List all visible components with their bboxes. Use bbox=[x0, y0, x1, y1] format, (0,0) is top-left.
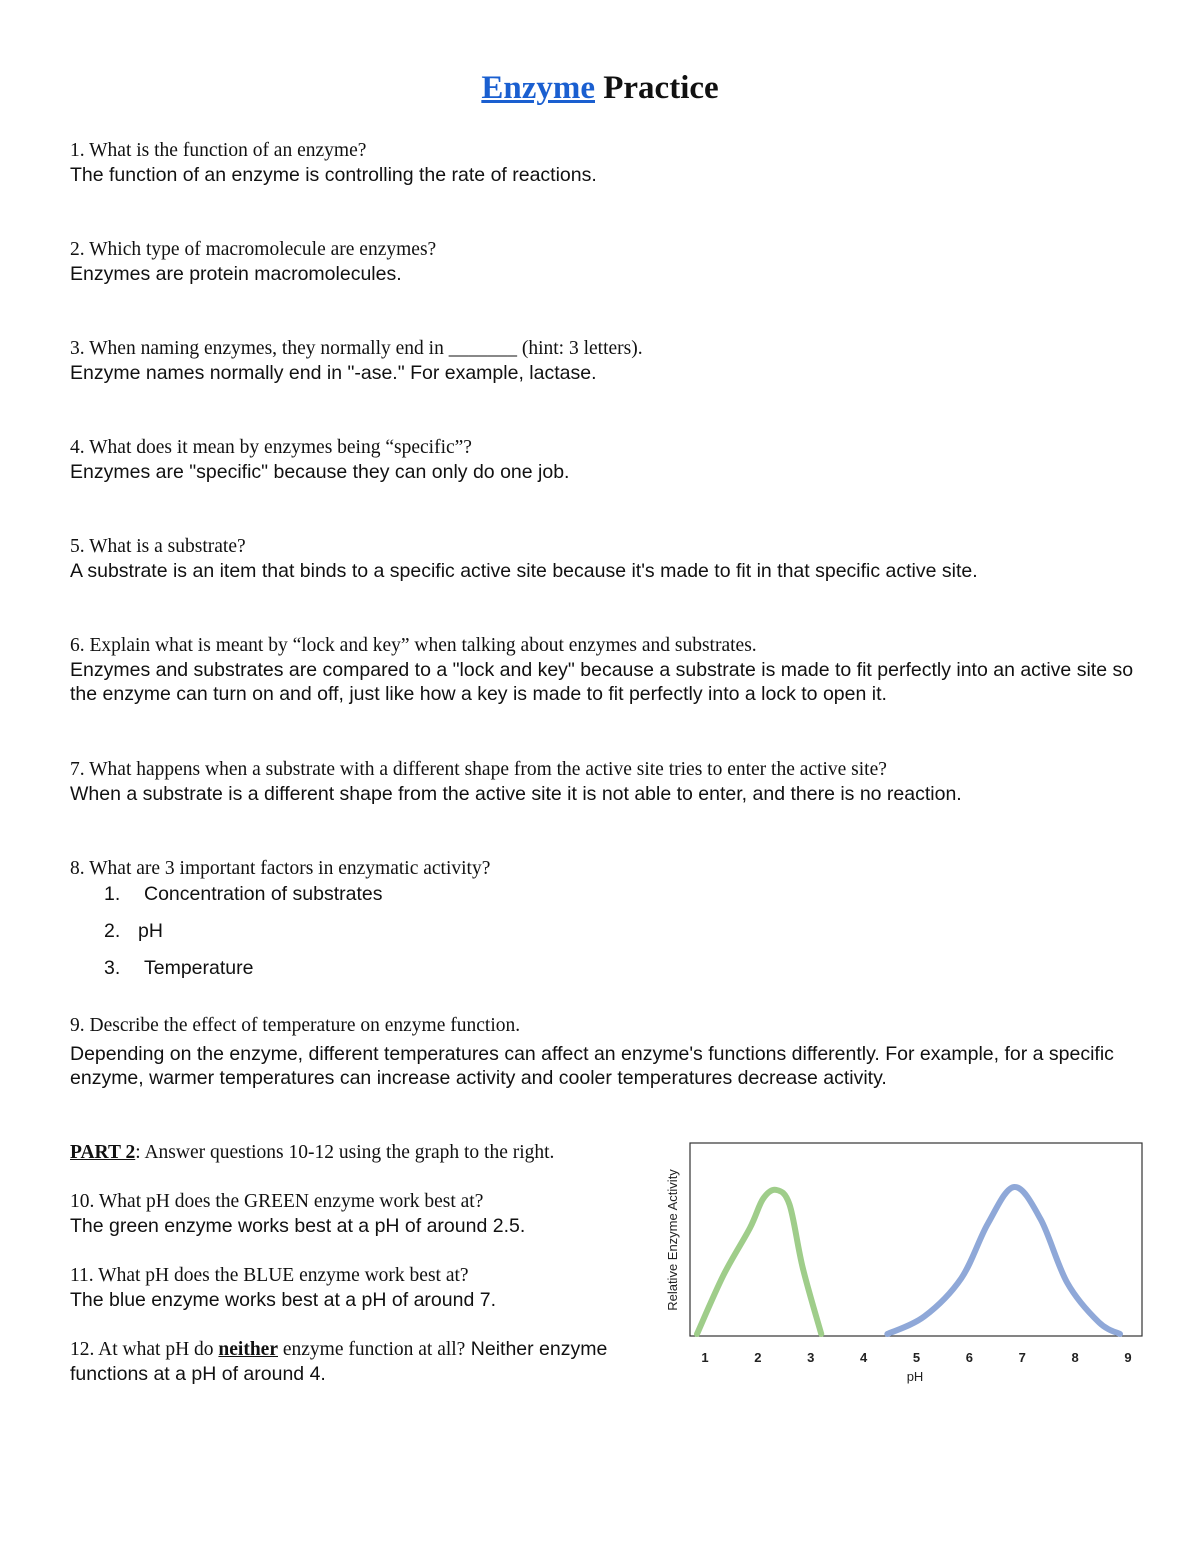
blue-enzyme-line bbox=[887, 1187, 1120, 1334]
answer-10-text: The green enzyme works best at a pH of around 2.5. bbox=[70, 1215, 526, 1237]
answer-text: Enzymes are "specific" because they can only do one job. bbox=[70, 461, 570, 483]
question-6 bbox=[70, 634, 1150, 706]
question-text: 2. Which type of macromolecule are enzymes? bbox=[70, 239, 437, 260]
question-text: 7. What happens when a substrate with a different shape from the active site tries to enter the active site? bbox=[70, 759, 887, 780]
question-12-pre: 12. At what pH do bbox=[70, 1339, 219, 1360]
x-tick-label: 5 bbox=[912, 1350, 921, 1365]
x-tick-label: 1 bbox=[701, 1350, 709, 1365]
part2-heading bbox=[70, 1141, 630, 1165]
x-tick-label: 4 bbox=[860, 1350, 868, 1365]
question-2 bbox=[70, 238, 1150, 286]
question-7 bbox=[70, 758, 1150, 806]
factors-list bbox=[104, 882, 382, 993]
page-title bbox=[0, 70, 1200, 107]
green-enzyme-line bbox=[697, 1190, 821, 1334]
series-lines bbox=[697, 1187, 1120, 1334]
x-axis-label: pH bbox=[906, 1369, 924, 1384]
title-rest: Practice bbox=[603, 70, 719, 106]
question-4 bbox=[70, 436, 1150, 484]
question-10-text: 10. What pH does the GREEN enzyme work best at? bbox=[70, 1191, 484, 1212]
plot-frame bbox=[690, 1143, 1142, 1336]
question-3 bbox=[70, 337, 1150, 385]
y-axis-label: Relative Enzyme Activity bbox=[665, 1169, 680, 1311]
question-12-post: enzyme function at all? bbox=[278, 1339, 466, 1360]
question-text: 9. Describe the effect of temperature on enzyme function. bbox=[70, 1015, 521, 1036]
list-item bbox=[104, 919, 382, 956]
x-tick-label: 3 bbox=[807, 1350, 815, 1365]
part2-instruction: : Answer questions 10-12 using the graph to the right. bbox=[135, 1142, 555, 1163]
question-8 bbox=[70, 857, 1150, 881]
answer-text: Enzyme names normally end in "-ase." For example, lactase. bbox=[70, 362, 597, 384]
x-tick-labels bbox=[701, 1350, 1131, 1365]
list-text: pH bbox=[138, 920, 163, 942]
x-tick-label: 8 bbox=[1071, 1350, 1079, 1365]
list-number: 1. bbox=[104, 883, 121, 905]
list-text: Concentration of substrates bbox=[144, 883, 383, 905]
list-item bbox=[104, 956, 382, 993]
title-link[interactable]: Enzyme bbox=[481, 70, 595, 106]
answer-text: The function of an enzyme is controlling the rate of reactions. bbox=[70, 164, 597, 186]
question-text: 4. What does it mean by enzymes being “specific”? bbox=[70, 437, 472, 458]
list-item bbox=[104, 882, 382, 919]
part2-label: PART 2 bbox=[70, 1142, 136, 1163]
answer-text: When a substrate is a different shape from the active site it is not able to enter, and there is no reaction. bbox=[70, 783, 962, 805]
question-text: 5. What is a substrate? bbox=[70, 536, 246, 557]
answer-12-text: Neither enzyme functions at a pH of around 4. bbox=[70, 1338, 608, 1385]
question-text: 1. What is the function of an enzyme? bbox=[70, 140, 367, 161]
answer-text: A substrate is an item that binds to a specific active site because it's made to fit in that specific active site. bbox=[70, 560, 978, 582]
question-5 bbox=[70, 535, 1150, 583]
answer-text: Depending on the enzyme, different temperatures can affect an enzyme's functions differently. For example, for a specific enzyme, warmer temperatures can increase activity and cooler temperatures decrease activity. bbox=[70, 1043, 1114, 1089]
question-1 bbox=[70, 139, 1150, 187]
x-tick-label: 2 bbox=[754, 1350, 762, 1365]
question-9 bbox=[70, 1014, 1150, 1090]
question-12-emphasis: neither bbox=[218, 1339, 278, 1360]
question-12 bbox=[70, 1337, 630, 1386]
part2-section bbox=[70, 1141, 630, 1386]
question-text: 8. What are 3 important factors in enzymatic activity? bbox=[70, 858, 491, 879]
question-text: 6. Explain what is meant by “lock and key” when talking about enzymes and substrates. bbox=[70, 635, 757, 656]
ph-activity-chart bbox=[655, 1135, 1155, 1395]
x-tick-label: 9 bbox=[1124, 1350, 1132, 1365]
list-text: Temperature bbox=[144, 957, 254, 979]
question-11-text: 11. What pH does the BLUE enzyme work best at? bbox=[70, 1265, 469, 1286]
list-number: 2. bbox=[104, 920, 121, 942]
answer-11-text: The blue enzyme works best at a pH of around 7. bbox=[70, 1289, 496, 1311]
x-tick-label: 7 bbox=[1018, 1350, 1026, 1365]
x-tick-label: 6 bbox=[965, 1350, 973, 1365]
list-number: 3. bbox=[104, 957, 121, 979]
answer-text: Enzymes and substrates are compared to a "lock and key" because a substrate is made to fit perfectly into an active site so the enzyme can turn on and off, just like how a key is made to fit perfectly into a lock to open it. bbox=[70, 659, 1134, 705]
answer-text: Enzymes are protein macromolecules. bbox=[70, 263, 402, 285]
question-text: 3. When naming enzymes, they normally end in _______ (hint: 3 letters). bbox=[70, 338, 643, 359]
